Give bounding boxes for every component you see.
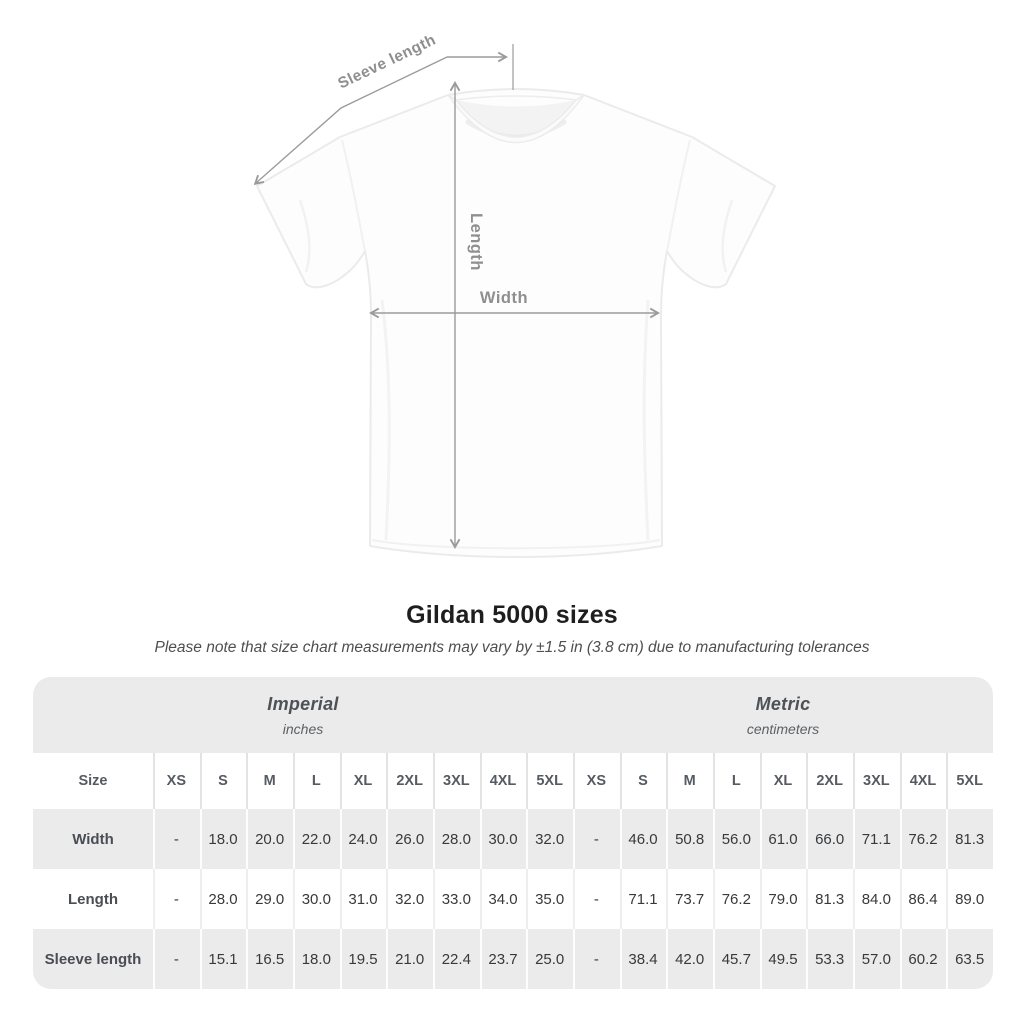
value-cell: 71.1 — [620, 869, 667, 929]
value-cell: 33.0 — [433, 869, 480, 929]
value-cell: 81.3 — [806, 869, 853, 929]
length-label: Length — [467, 213, 485, 271]
value-cell: 21.0 — [386, 929, 433, 989]
value-cell: 79.0 — [760, 869, 807, 929]
table-row-length — [33, 869, 993, 929]
size-header-cell: 3XL — [853, 753, 900, 809]
value-cell: 32.0 — [386, 869, 433, 929]
imperial-header — [33, 677, 573, 753]
value-cell: 61.0 — [760, 809, 807, 869]
value-cell: - — [573, 929, 620, 989]
value-cell: 28.0 — [200, 869, 247, 929]
size-header-cell: L — [293, 753, 340, 809]
value-cell: 53.3 — [806, 929, 853, 989]
value-cell: 26.0 — [386, 809, 433, 869]
size-header-row — [33, 753, 993, 809]
metric-unit: centimeters — [746, 720, 820, 737]
metric-label: Metric — [755, 693, 811, 714]
value-cell: 42.0 — [666, 929, 713, 989]
metric-header — [573, 677, 993, 753]
value-cell: 57.0 — [853, 929, 900, 989]
width-label: Width — [479, 289, 529, 307]
value-cell: 66.0 — [806, 809, 853, 869]
value-cell: 46.0 — [620, 809, 667, 869]
value-cell: - — [153, 809, 200, 869]
row-label: Sleeve length — [44, 950, 142, 968]
value-cell: - — [153, 929, 200, 989]
value-cell: 20.0 — [246, 809, 293, 869]
tshirt-graphic — [257, 89, 775, 557]
size-header-cell: XS — [573, 753, 620, 809]
value-cell: 81.3 — [946, 809, 993, 869]
imperial-unit: inches — [282, 720, 324, 737]
size-header-cell: M — [666, 753, 713, 809]
value-cell: 86.4 — [900, 869, 947, 929]
value-cell: 25.0 — [526, 929, 573, 989]
value-cell: 30.0 — [293, 869, 340, 929]
value-cell: 31.0 — [340, 869, 387, 929]
size-header-cell: 2XL — [806, 753, 853, 809]
value-cell: 15.1 — [200, 929, 247, 989]
size-header-cell: 5XL — [946, 753, 993, 809]
unit-header-row — [33, 677, 993, 753]
value-cell: 71.1 — [853, 809, 900, 869]
size-header-cell: 4XL — [900, 753, 947, 809]
table-row-width — [33, 809, 993, 869]
row-label: Width — [72, 830, 114, 848]
tshirt-body — [257, 89, 775, 557]
value-cell: 34.0 — [480, 869, 527, 929]
value-cell: - — [153, 869, 200, 929]
value-cell: 76.2 — [713, 869, 760, 929]
sleeve-length-label: Sleeve length — [335, 31, 439, 93]
value-cell: 28.0 — [433, 809, 480, 869]
value-cell: 18.0 — [200, 809, 247, 869]
tolerance-note: Please note that size chart measurements may vary by ±1.5 in (3.8 cm) due to manufacturing tolerances — [154, 639, 870, 656]
size-col-header: Size — [78, 773, 108, 789]
size-header-cell: 5XL — [526, 753, 573, 809]
imperial-label: Imperial — [267, 693, 339, 714]
size-header-cell: XL — [760, 753, 807, 809]
value-cell: 24.0 — [340, 809, 387, 869]
value-cell: - — [573, 809, 620, 869]
value-cell: 84.0 — [853, 869, 900, 929]
heading — [0, 601, 1024, 657]
size-table — [33, 677, 993, 989]
page-title: Gildan 5000 sizes — [406, 601, 618, 629]
value-cell: 18.0 — [293, 929, 340, 989]
value-cell: 22.0 — [293, 809, 340, 869]
size-header-cell: L — [713, 753, 760, 809]
value-cell: 35.0 — [526, 869, 573, 929]
size-header-cell: 2XL — [386, 753, 433, 809]
value-cell: 29.0 — [246, 869, 293, 929]
value-cell: 50.8 — [666, 809, 713, 869]
value-cell: 32.0 — [526, 809, 573, 869]
size-header-cell: XS — [153, 753, 200, 809]
value-cell: 23.7 — [480, 929, 527, 989]
table-row-sleeve-length — [33, 929, 993, 989]
size-header-cell: S — [200, 753, 247, 809]
value-cell: 49.5 — [760, 929, 807, 989]
value-cell: 76.2 — [900, 809, 947, 869]
size-header-cell: S — [620, 753, 667, 809]
row-label: Length — [68, 890, 118, 908]
value-cell: 16.5 — [246, 929, 293, 989]
value-cell: 19.5 — [340, 929, 387, 989]
value-cell: 60.2 — [900, 929, 947, 989]
size-header-cell: XL — [340, 753, 387, 809]
value-cell: 73.7 — [666, 869, 713, 929]
value-cell: 56.0 — [713, 809, 760, 869]
size-header-cell: M — [246, 753, 293, 809]
value-cell: 45.7 — [713, 929, 760, 989]
value-cell: 63.5 — [946, 929, 993, 989]
value-cell: 22.4 — [433, 929, 480, 989]
value-cell: 38.4 — [620, 929, 667, 989]
value-cell: 30.0 — [480, 809, 527, 869]
size-header-cell: 3XL — [433, 753, 480, 809]
value-cell: - — [573, 869, 620, 929]
size-header-cell: 4XL — [480, 753, 527, 809]
value-cell: 89.0 — [946, 869, 993, 929]
